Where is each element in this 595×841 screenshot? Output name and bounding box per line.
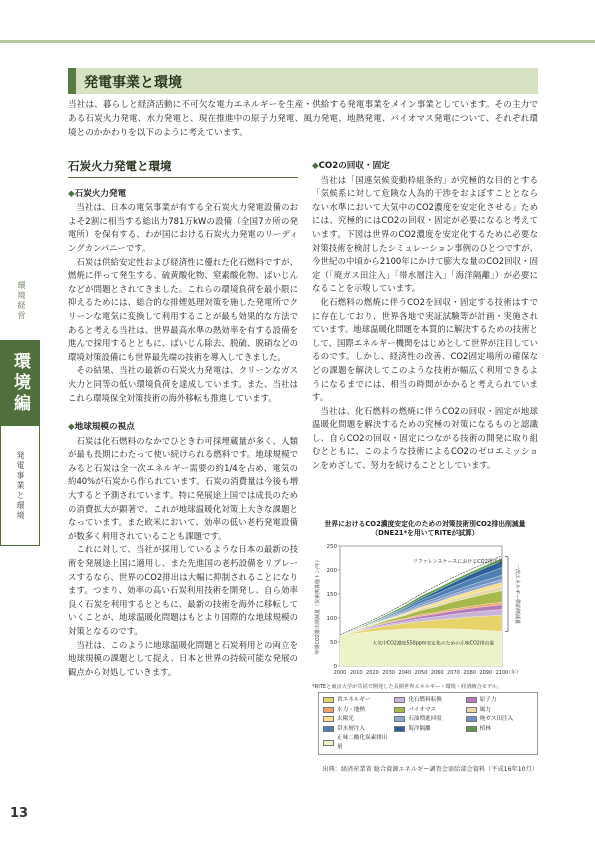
y-tick-label: 200 — [326, 568, 337, 574]
legend-label: 水力・地熱 — [337, 706, 365, 713]
area-series-12 — [340, 629, 502, 666]
legend-label: 省エネルギー — [337, 697, 371, 703]
legend-item — [466, 696, 533, 705]
legend-swatch — [323, 697, 334, 703]
legend-swatch — [466, 707, 477, 713]
coal-power-title: 石炭火力発電 — [74, 188, 127, 199]
coal-paragraph-1: 当社は、日本の電気事業が有する全石炭火力発電設備のおよそ2割に相当する総出力781万kWの設備（全国7カ所の発電所）を保有する、わが国における石炭火力発電のリーディングカンパニーです。 — [68, 202, 298, 253]
x-tick-label: 2080 — [463, 670, 476, 676]
co2-subheading — [312, 160, 538, 174]
legend-label: バイオマス — [408, 706, 437, 713]
legend-swatch — [323, 707, 334, 713]
legend-item — [394, 696, 461, 705]
chart-subtitle: （DNE21*を用いてRITEが試算） — [371, 529, 479, 537]
co2-paragraph-1: 当社は「国連気候変動枠組条約」が究極的な目的とする「気候系に対して危険な人為的干渉をおよぼすこととならない水準において大気中のCO2濃度を安定化させる」ためには、究極的にはCO2の回収・固定が必要になると考えています。下図は世界のCO2濃度を安定化するために必要な対策技術を検討したシミュレーション事例のひとつですが、今世紀の中頃から2100年にかけて膨大な量のCO2回収・固定（「廃ガス田注入」「帯水層注入」「海洋隔離」）が必要になることを示唆しています。 — [312, 174, 538, 294]
legend-swatch — [323, 726, 334, 732]
title-stripe — [68, 68, 76, 94]
chart-title-text: 世界におけるCO2濃度安定化のための対策技術別CO2排出削減量 — [324, 520, 526, 528]
coal-paragraph-2: 石炭は供給安定性および経済性に優れた化石燃料ですが、燃焼に伴って発生する、硫黄酸化物、窒素酸化物、ばいじんなどが問題とされてきました。これらの環境負荷を最小限に抑えるためには、総合的な排煙処理対策を施した発電所でクリーンな電気に変換して利用することが最も効果的な方法であると考える当社は、世界最高水準の熱効率を有する設備を進んで採用するとともに、ばいじん除去、脱硫、脱硝などの環境対策設備にも世界最先端の技術を導入してきました。 — [68, 256, 298, 362]
legend-item — [323, 734, 390, 751]
x-tick-label: 2070 — [447, 670, 460, 676]
legend-label: 帯水層注入 — [337, 725, 365, 732]
legend-label: 正味二酸化炭素排出量 — [337, 735, 388, 750]
x-tick-label: 2040 — [398, 670, 412, 676]
coal-paragraph-3: その結果、当社の最新の石炭火力発電は、クリーンなガス火力と同等の低い環境負荷を達成しています。また、当社はこれら環境保全対策技術の海外移転も推進しています。 — [68, 365, 298, 403]
diamond-bullet-icon: ◆ — [68, 422, 75, 433]
legend-label: 石油増進回収 — [408, 716, 442, 722]
chart-plot — [312, 540, 538, 682]
legend-item — [394, 725, 461, 734]
legend-swatch — [394, 707, 405, 713]
co2-paragraph-3: 当社は、化石燃料の燃焼に伴うCO2の回収・固定が地球温暖化問題を解決するための究極の対策になるものと認識し、自らCO2の回収・固定につながる技術の開発に取り組むとともに、このような技術によるCO2のゼロエミッションをめざして、努力を続けることとしています。 — [312, 405, 538, 471]
x-tick-label: 2050 — [414, 670, 428, 676]
legend-swatch — [394, 697, 405, 703]
x-tick-label: 2010 — [349, 670, 363, 676]
legend-label: 化石燃料転換 — [408, 697, 442, 703]
legend-swatch — [323, 740, 334, 746]
reference-annotation: リファレンスケースにおけるCO2排出量 — [412, 558, 503, 565]
y-tick-label: 50 — [330, 640, 337, 646]
legend-item — [466, 715, 533, 724]
x-tick-label: 2060 — [430, 670, 444, 676]
x-tick-label: 2030 — [382, 670, 395, 676]
legend-item — [466, 706, 533, 715]
legend-item — [323, 696, 390, 705]
diamond-bullet-icon: ◆ — [312, 161, 319, 171]
y-tick-label: 0 — [333, 664, 337, 670]
coal-heading: 石炭火力発電と環境 — [68, 160, 298, 178]
chart-title — [312, 520, 538, 538]
legend-label: 廃ガス田注入 — [479, 716, 514, 722]
legend-label: 原子力 — [479, 697, 497, 703]
x-tick-label: 2000 — [333, 670, 347, 676]
left-column — [68, 160, 298, 679]
page-title: 発電事業と環境 — [84, 75, 182, 91]
legend-swatch — [466, 716, 477, 722]
x-tick-label: 2090 — [479, 670, 493, 676]
x-axis-label: （年） — [506, 670, 522, 676]
chart-note: *RITEと東京大学が共同で開発した長期世界エネルギー・環境・経済統合モデル。 — [312, 684, 502, 690]
coal-power-subheading — [68, 188, 298, 202]
global-paragraph-3: 当社は、このように地球温暖化問題と石炭利用との両立を地球規模の課題として捉え、日本と世界の持続可能な発展の観点から対処していきます。 — [68, 639, 298, 677]
legend-item — [323, 715, 390, 724]
co2-title: CO2の回収・固定 — [318, 161, 390, 171]
page-number: 13 — [10, 806, 29, 821]
right-column — [312, 160, 538, 473]
legend-item — [323, 725, 390, 734]
side-tab-main-label: 環境編 — [0, 340, 40, 426]
chart-legend — [318, 692, 538, 755]
diamond-bullet-icon: ◆ — [68, 188, 75, 199]
global-paragraph-1: 石炭は化石燃料のなかでひときわ可採埋蔵量が多く、人類が最も長期にわたって使い続けられる燃料です。地球規模でみると石炭は全一次エネルギー需要の約1/4を占め、電気の約40%が石炭から作られています。石炭の消費量は今後も増大すると予測されています。特に発展途上国では成長のための消費拡大が顕著で、これが地球温暖化対策上大きな課題となっています。また欧米において、効率の低い老朽発電設備が数多く利用されていることも課題です。 — [68, 435, 298, 541]
x-tick-label: 2100 — [495, 670, 509, 676]
global-title: 地球規模の視点 — [74, 422, 135, 433]
legend-item — [466, 725, 533, 734]
bracket-line — [505, 557, 508, 632]
legend-swatch — [394, 726, 405, 732]
side-tab-top-label: 環境経営 — [17, 281, 26, 321]
legend-label: 植林 — [479, 725, 491, 732]
side-tab-sub-label: 発電事業と環境 — [0, 426, 40, 546]
co2-chart — [312, 520, 538, 748]
legend-swatch — [466, 697, 477, 703]
global-paragraph-2: これに対して、当社が採用しているような日本の最新の技術を発展途上国に適用し、また先進国の老朽設備をリプレースするなら、世界のCO2排出は大幅に抑制されることになります。つまり、効率の高い石炭利用技術を開発し、自ら効率良く石炭を利用するとともに、最新の技術を海外に移転していくことが、地球温暖化問題はもとより国際的な地球規模の対策となるのです。 — [68, 544, 298, 636]
y-tick-label: 100 — [326, 616, 337, 622]
legend-swatch — [394, 716, 405, 722]
legend-label: 太陽光 — [337, 716, 354, 722]
legend-label: 海洋隔離 — [408, 725, 431, 732]
legend-swatch — [323, 716, 334, 722]
y-axis-label: 年間CO2排出削減量（炭素換算億トン/年） — [315, 557, 321, 655]
legend-item — [394, 715, 461, 724]
chart-source: 出典：経済産業省 総合資源エネルギー調査会需給部会資料（平成16年10月） — [322, 766, 538, 773]
bracket-annotation: 一次エネルギー供給削減量 — [514, 563, 520, 625]
y-tick-label: 150 — [326, 592, 337, 598]
stabilized-annotation: 大気中CO2濃度550ppm安定化のための正味CO2排出量 — [372, 641, 495, 647]
legend-swatch — [466, 726, 477, 732]
intro-paragraph: 当社は、暮らしと経済活動に不可欠な電力エネルギーを生産・供給する発電事業をメイン事業としています。その主力である石炭火力発電、水力発電と、現在推進中の原子力発電、風力発電、地熱発電、バイオマス発電について、それぞれ環境とのかかわりを以下のように考えています。 — [68, 100, 538, 138]
section-title-bar — [68, 68, 538, 94]
top-rule — [0, 40, 595, 43]
co2-paragraph-2: 化石燃料の燃焼に伴うCO2を回収・固定する技術はすでに存在しており、世界各地で実証試験等が計画・実施されています。地球温暖化問題を本質的に解決するための技術として、国際エネルギー機関をはじめとして世界が注目しているのです。しかし、経済性の改善、CO2固定場所の確保などの課題を解決してこのような技術が幅広く利用できるようになるまでには、相当の時間がかかると考えられています。 — [312, 296, 538, 403]
x-tick-label: 2020 — [366, 670, 379, 676]
legend-item — [394, 706, 461, 715]
legend-item — [323, 706, 390, 715]
global-subheading — [68, 421, 298, 435]
legend-label: 風力 — [479, 706, 491, 713]
y-tick-label: 250 — [326, 544, 337, 550]
